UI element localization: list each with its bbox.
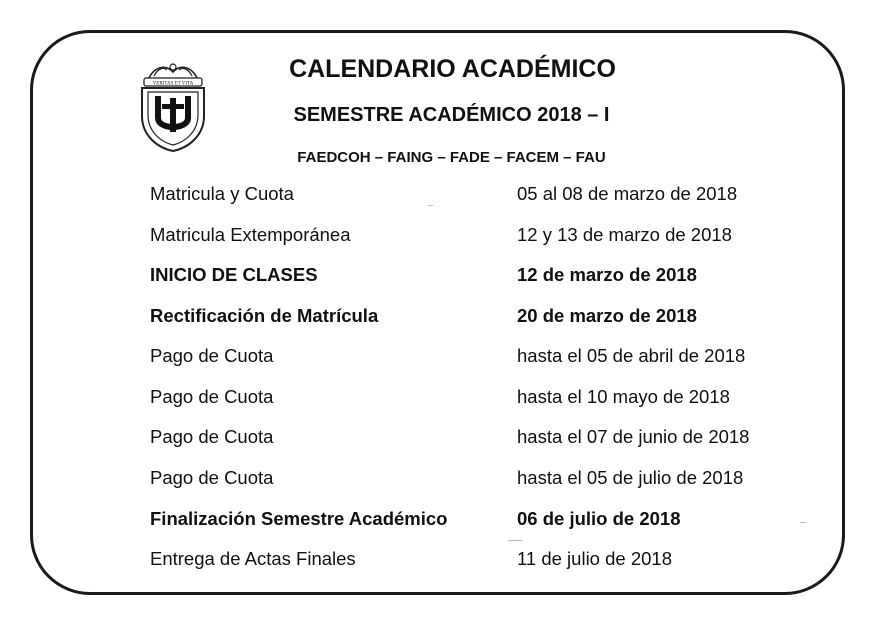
event-label: Matricula Extemporánea <box>150 224 351 245</box>
schedule-row-pago-cuota-3 <box>0 426 885 456</box>
schedule-row-pago-cuota-4 <box>0 467 885 497</box>
faculties-line: FAEDCOH – FAING – FADE – FACEM – FAU <box>297 149 606 166</box>
event-label: Pago de Cuota <box>150 386 274 407</box>
crest-motto: VERITAS ET VITA <box>152 81 194 87</box>
schedule-row-inicio-clases <box>0 264 885 294</box>
event-date: 12 y 13 de marzo de 2018 <box>517 224 732 245</box>
page-title: CALENDARIO ACADÉMICO <box>289 55 616 83</box>
event-date: hasta el 10 mayo de 2018 <box>517 386 730 407</box>
schedule-row-pago-cuota-1 <box>0 345 885 375</box>
event-date: 05 al 08 de marzo de 2018 <box>517 183 738 204</box>
schedule-row-pago-cuota-2 <box>0 386 885 416</box>
event-label: Rectificación de Matrícula <box>150 305 379 326</box>
event-label: Finalización Semestre Académico <box>150 508 448 529</box>
event-label: Pago de Cuota <box>150 345 274 366</box>
event-date: 12 de marzo de 2018 <box>517 264 697 285</box>
event-label: Pago de Cuota <box>150 426 274 447</box>
schedule-row-rectificacion <box>0 305 885 335</box>
event-date: 20 de marzo de 2018 <box>517 305 697 326</box>
schedule-row-matricula-extemporanea <box>0 224 885 254</box>
event-date: 11 de julio de 2018 <box>517 548 672 569</box>
event-date: hasta el 05 de julio de 2018 <box>517 467 744 488</box>
event-date: hasta el 07 de junio de 2018 <box>517 426 750 447</box>
scan-speck <box>428 205 433 206</box>
schedule-row-matricula <box>0 183 885 213</box>
semester-subtitle: SEMESTRE ACADÉMICO 2018 – I <box>293 104 610 126</box>
event-label: Matricula y Cuota <box>150 183 294 204</box>
schedule-row-entrega-actas <box>0 548 885 578</box>
schedule-row-finalizacion <box>0 508 885 538</box>
event-date: hasta el 05 de abril de 2018 <box>517 345 746 366</box>
event-label: Pago de Cuota <box>150 467 274 488</box>
event-date: 06 de julio de 2018 <box>517 508 681 529</box>
scan-speck <box>800 522 806 523</box>
event-label: Entrega de Actas Finales <box>150 548 356 569</box>
scan-speck <box>508 540 522 541</box>
event-label: INICIO DE CLASES <box>150 264 318 285</box>
